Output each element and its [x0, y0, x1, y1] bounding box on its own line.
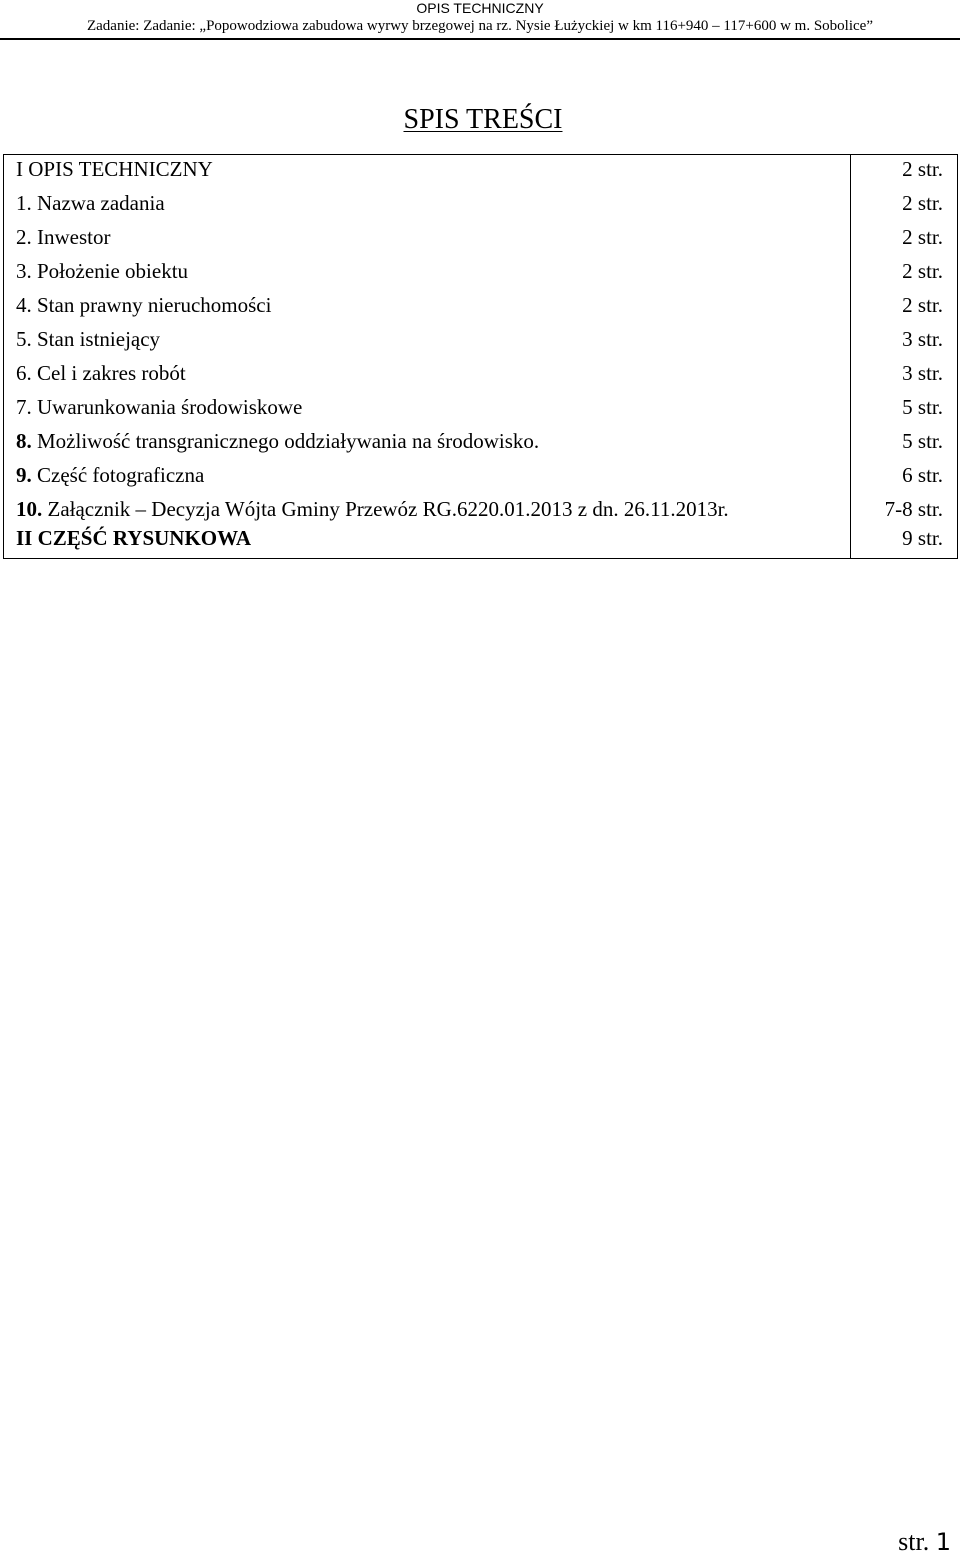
toc-row — [4, 223, 958, 257]
toc-label: 2. Inwestor — [4, 223, 851, 257]
toc-label-text: Możliwość transgranicznego oddziaływania na środowisko. — [31, 429, 540, 453]
toc-label-text: Część fotograficzna — [31, 463, 205, 487]
footer-prefix: str. — [898, 1527, 930, 1556]
toc-label: I OPIS TECHNICZNY — [4, 155, 851, 190]
toc-row — [4, 359, 958, 393]
toc-row — [4, 495, 958, 524]
toc-label: 3. Położenie obiektu — [4, 257, 851, 291]
page-header — [0, 0, 960, 40]
toc-label: 4. Stan prawny nieruchomości — [4, 291, 851, 325]
toc-label — [4, 495, 851, 524]
toc-page: 6 str. — [851, 461, 958, 495]
toc-page: 3 str. — [851, 325, 958, 359]
toc-row — [4, 257, 958, 291]
toc-label — [4, 427, 851, 461]
toc-page: 2 str. — [851, 223, 958, 257]
toc-label: 7. Uwarunkowania środowiskowe — [4, 393, 851, 427]
header-subtitle: Zadanie: Zadanie: „Popowodziowa zabudowa wyrwy brzegowej na rz. Nysie Łużyckiej w km 116+940 – 117+600 w m. Sobolice” — [86, 18, 873, 34]
toc-label: II CZĘŚĆ RYSUNKOWA — [4, 524, 851, 559]
toc-label-number: 9. — [16, 463, 32, 487]
toc-page: 5 str. — [851, 393, 958, 427]
toc-page: 7-8 str. — [851, 495, 958, 524]
toc-label — [4, 461, 851, 495]
toc-page: 2 str. — [851, 291, 958, 325]
toc-row — [4, 524, 958, 559]
toc-page: 5 str. — [851, 427, 958, 461]
toc-row — [4, 325, 958, 359]
toc-label-text: Załącznik – Decyzja Wójta Gminy Przewóz RG.6220.01.2013 z dn. 26.11.2013r. — [42, 497, 729, 521]
toc-table — [3, 154, 958, 559]
toc-label: 1. Nazwa zadania — [4, 189, 851, 223]
toc-label-number: 10. — [16, 497, 43, 521]
toc-label-number: 8. — [16, 429, 32, 453]
toc-page: 2 str. — [851, 189, 958, 223]
footer-page-number: 1 — [935, 1528, 951, 1556]
toc-row — [4, 427, 958, 461]
toc-title — [0, 103, 960, 137]
toc-page: 2 str. — [851, 155, 958, 190]
toc-label: 5. Stan istniejący — [4, 325, 851, 359]
toc-row — [4, 393, 958, 427]
toc-page: 2 str. — [851, 257, 958, 291]
toc-page: 3 str. — [851, 359, 958, 393]
toc-row — [4, 189, 958, 223]
toc-row — [4, 155, 958, 190]
toc-title-text: SPIS TREŚCI — [403, 104, 563, 135]
page-footer — [898, 1527, 951, 1557]
toc-page: 9 str. — [851, 524, 958, 559]
toc-row — [4, 461, 958, 495]
toc-label: 6. Cel i zakres robót — [4, 359, 851, 393]
header-title: OPIS TECHNICZNY — [416, 0, 544, 16]
toc-row — [4, 291, 958, 325]
